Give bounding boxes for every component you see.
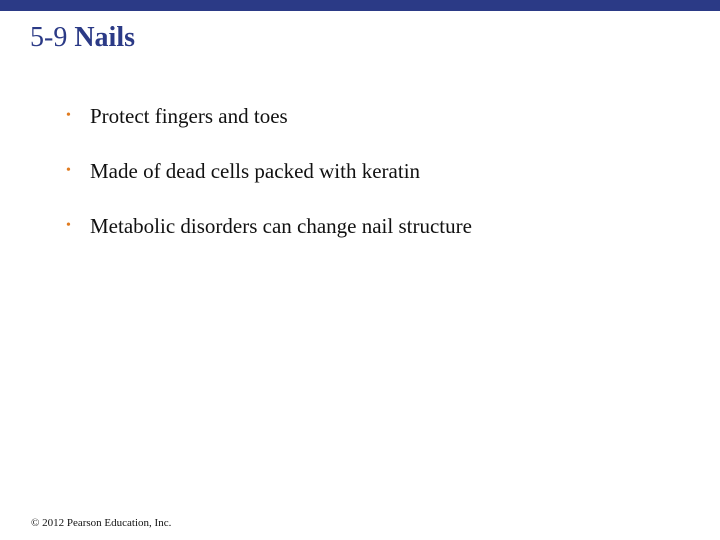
bullet-dot-icon: •	[66, 163, 71, 178]
slide-title-text: Nails	[74, 22, 136, 53]
top-accent-bar	[0, 0, 720, 11]
bullet-dot-icon: •	[66, 108, 71, 123]
slide-title	[30, 20, 135, 56]
slide-title-number: 5-9	[30, 22, 68, 53]
bullet-text: Metabolic disorders can change nail structure	[90, 214, 472, 238]
bullet-dot-icon: •	[66, 218, 71, 233]
copyright-notice: © 2012 Pearson Education, Inc.	[31, 517, 172, 529]
bullet-text: Made of dead cells packed with keratin	[90, 159, 421, 183]
bullet-text: Protect fingers and toes	[90, 104, 288, 128]
